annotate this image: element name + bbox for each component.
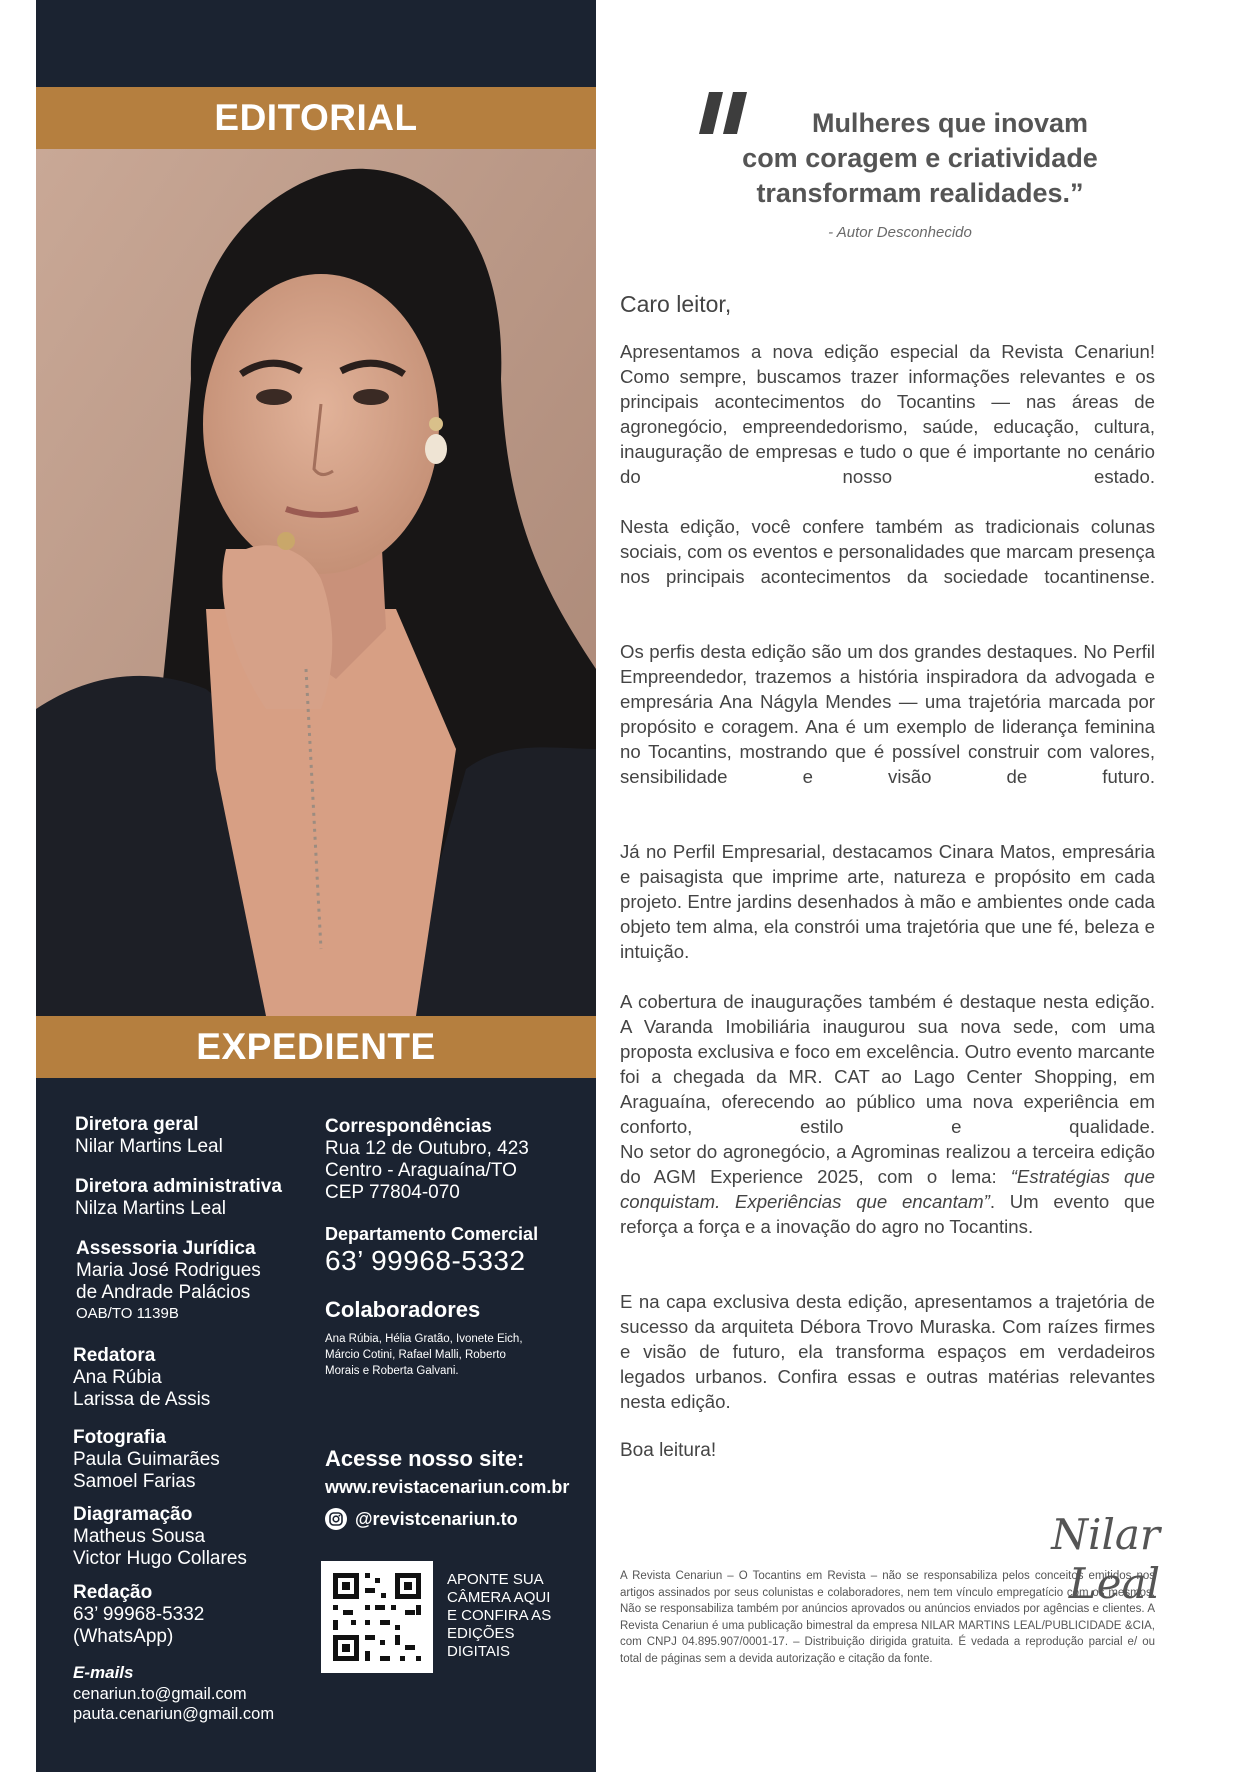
redacao-block [73,1582,204,1648]
emails-title: E-mails [73,1663,134,1682]
emails-block [73,1662,274,1724]
paragraph-7: E na capa exclusiva desta edição, apresentamos a trajetória de sucesso da arquiteta Débora Trovo Muraska. Com raízes firmes e visão de futuro, ela transforma espaços em verdadeiros legados urbanos. Confira essas e outras matérias relevantes nesta edição. [620,1291,1155,1412]
paragraph-1: Apresentamos a nova edição especial da Revista Cenariun! Como sempre, buscamos trazer informações relevantes e os principais acontecimentos do Tocantins — nas áreas de agronegócio, empreendedorismo, saúde, educação, cultura, inauguração de empresas e tudo o que é importante no cenário do nosso estado. [620,341,1155,487]
correspondencias-line3: CEP 77804-070 [325,1182,460,1203]
instagram-link[interactable] [325,1508,569,1530]
quote-line2: com coragem e criatividade [742,143,1098,173]
redacao-whatsapp: (WhatsApp) [73,1626,174,1647]
colaboradores-line2: Márcio Cotini, Rafael Malli, Roberto [325,1349,506,1361]
correspondencias-block [325,1116,529,1204]
paragraph-6 [620,1139,1155,1239]
colaboradores-line3: Morais e Roberta Galvani. [325,1365,459,1377]
paragraph-6-quote: “Estratégias que conquistam. Experiências que encantam” [620,1166,1155,1212]
qr-code[interactable] [321,1561,433,1673]
redacao-title: Redação [73,1582,153,1603]
diagramacao-title: Diagramação [73,1504,193,1525]
assessoria-line2: de Andrade Palácios [76,1282,251,1303]
signature: Nilar Leal [1051,1510,1160,1608]
fotografia-block [73,1427,220,1493]
qr-line2: CÂMERA AQUI [447,1589,551,1606]
qr-line5: DIGITAIS [447,1643,511,1660]
portrait-photo [36,149,596,1016]
colaboradores-block [325,1297,555,1379]
paragraph-6-b: . Um evento que reforça a força e a inovação do agro no Tocantins. [620,1191,1155,1237]
quote-line1: Mulheres que inovam [811,108,1089,138]
qr-caption [447,1571,551,1661]
diretora-adm-title: Diretora administrativa [75,1176,282,1197]
redatora-block [73,1345,210,1411]
disclaimer: A Revista Cenariun – O Tocantins em Revista – não se responsabiliza pelos conceitos emitidos nos artigos assinados por seus colunistas e colaboradores, nem tem vínculo empregatício com os mesmos. Não se responsabiliza também por anúncios aprovados ou anúncios enviados por agências e clientes. A Revista Cenariun é uma publicação bimestral da empresa NILAR MARTINS LEAL/PUBLICIDADE &CIA, com CNPJ 04.895.907/0001-17. – Distribuição dirigida gratuita. É vedada a reprodução parcial e/ ou total de páginas sem a devida autorização e citação da fonte. [620,1570,1155,1665]
diagramacao-line1: Matheus Sousa [73,1526,206,1547]
paragraph-3: Os perfis desta edição são um dos grandes destaques. No Perfil Empreendedor, trazemos a história inspiradora da advogada e empresária Ana Nágyla Mendes — uma trajetória marcada por propósito e coragem. Ana é um exemplo de liderança feminina no Tocantins, mostrando que é possível construir com valores, sensibilidade e visão de futuro. [620,641,1155,787]
site-url-link[interactable]: www.revistacenariun.com.br [325,1477,570,1497]
redatora-line2: Larissa de Assis [73,1389,211,1410]
diretora-geral-title: Diretora geral [75,1114,199,1135]
correspondencias-line2: Centro - Araguaína/TO [325,1160,517,1181]
comercial-phone[interactable]: 63’ 99968-5332 [325,1245,526,1276]
redacao-phone: 63’ 99968-5332 [73,1604,205,1625]
site-block [325,1446,569,1530]
quote-text [700,106,1140,211]
comercial-title: Departamento Comercial [325,1224,539,1244]
expediente-header: EXPEDIENTE [36,1016,596,1078]
assessoria-line1: Maria José Rodrigues [76,1260,261,1281]
qr-line1: APONTE SUA [447,1571,544,1588]
correspondencias-title: Correspondências [325,1116,492,1137]
diretora-geral-name: Nilar Martins Leal [75,1136,223,1157]
editorial-header: EDITORIAL [36,87,596,149]
salutation: Caro leitor, [620,291,732,317]
diretora-adm-block [75,1176,282,1220]
diagramacao-line2: Victor Hugo Collares [73,1548,247,1569]
instagram-icon [325,1508,347,1530]
signoff: Boa leitura! [620,1440,717,1461]
assessoria-title: Assessoria Jurídica [76,1238,256,1259]
redatora-title: Redatora [73,1345,156,1366]
email-1[interactable]: cenariun.to@gmail.com [73,1685,247,1703]
paragraph-4: Já no Perfil Empresarial, destacamos Cinara Matos, empresária e paisagista que imprime arte, natureza e propósito em cada projeto. Entre jardins desenhados à mão e ambientes onde cada objeto tem alma, ela constrói uma trajetória que une fé, beleza e intuição. [620,841,1155,962]
redatora-line1: Ana Rúbia [73,1367,162,1388]
diretora-geral-block [75,1114,223,1158]
comercial-block [325,1223,538,1277]
assessoria-block [76,1238,261,1324]
correspondencias-line1: Rua 12 de Outubro, 423 [325,1138,529,1159]
assessoria-oab: OAB/TO 1139B [76,1305,179,1322]
quote-line3: transformam realidades.” [756,178,1084,208]
colaboradores-title: Colaboradores [325,1297,481,1322]
fotografia-line2: Samoel Farias [73,1471,196,1492]
qr-line4: EDIÇÕES [447,1625,515,1642]
paragraph-5: A cobertura de inaugurações também é destaque nesta edição. A Varanda Imobiliária inaugurou sua nova sede, com uma proposta exclusiva e foco em excelência. Outro evento marcante foi a chegada da MR. CAT ao Lago Center Shopping, em Araguaína, oferecendo ao público uma nova experiência em conforto, estilo e qualidade. [620,991,1155,1137]
diretora-adm-name: Nilza Martins Leal [75,1198,226,1219]
fotografia-title: Fotografia [73,1427,166,1448]
paragraph-2: Nesta edição, você confere também as tradicionais colunas sociais, com os eventos e personalidades que marcam presença nos principais acontecimentos da sociedade tocantinense. [620,516,1155,587]
fotografia-line1: Paula Guimarães [73,1449,220,1470]
instagram-handle: @revistcenariun.to [355,1508,518,1529]
site-title: Acesse nosso site: [325,1446,525,1471]
quote-author: - Autor Desconhecido [828,224,972,241]
colaboradores-line1: Ana Rúbia, Hélia Gratão, Ivonete Eich, [325,1333,523,1345]
paragraph-6-a: No setor do agronegócio, a Agrominas realizou a terceira edição do AGM Experience 2025, com o lema: [620,1141,1155,1187]
diagramacao-block [73,1504,247,1570]
qr-line3: E CONFIRA AS [447,1607,552,1624]
email-2[interactable]: pauta.cenariun@gmail.com [73,1705,275,1723]
